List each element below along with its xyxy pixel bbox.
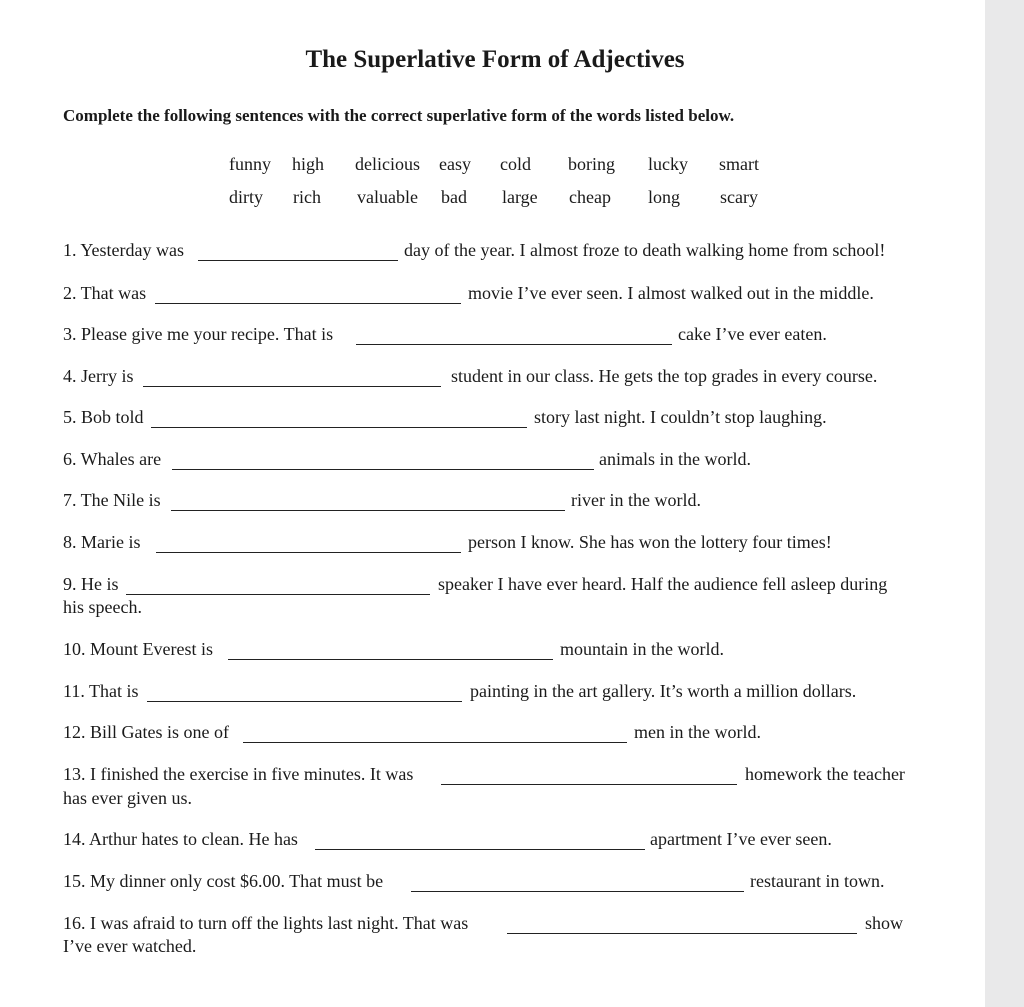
answer-blank[interactable] <box>147 701 462 702</box>
sentence-suffix: animals in the world. <box>599 449 751 469</box>
answer-blank[interactable] <box>198 260 398 261</box>
word-bank-item: scary <box>720 187 758 207</box>
word-bank-item: smart <box>719 154 759 174</box>
sentence-prefix: 9. He is <box>63 574 119 594</box>
sentence-suffix: river in the world. <box>571 490 701 510</box>
word-bank-item: rich <box>293 187 321 207</box>
sentence-continuation: his speech. <box>63 597 142 617</box>
answer-blank[interactable] <box>172 469 594 470</box>
sentence-suffix: movie I’ve ever seen. I almost walked out in the middle. <box>468 283 874 303</box>
answer-blank[interactable] <box>507 933 857 934</box>
answer-blank[interactable] <box>315 849 645 850</box>
answer-blank[interactable] <box>243 742 627 743</box>
answer-blank[interactable] <box>126 594 430 595</box>
word-bank-item: dirty <box>229 187 263 207</box>
sentence-continuation: I’ve ever watched. <box>63 936 197 956</box>
word-bank-item: cheap <box>569 187 611 207</box>
sentence-prefix: 16. I was afraid to turn off the lights last night. That was <box>63 913 469 933</box>
sentence-suffix: day of the year. I almost froze to death walking home from school! <box>404 240 886 260</box>
answer-blank[interactable] <box>411 891 744 892</box>
answer-blank[interactable] <box>151 427 527 428</box>
sentence-suffix: mountain in the world. <box>560 639 724 659</box>
word-bank-item: boring <box>568 154 615 174</box>
answer-blank[interactable] <box>356 344 672 345</box>
sentence-suffix: men in the world. <box>634 722 761 742</box>
answer-blank[interactable] <box>228 659 553 660</box>
word-bank-item: long <box>648 187 681 207</box>
sentence-prefix: 5. Bob told <box>63 407 144 427</box>
sentence-suffix: student in our class. He gets the top grades in every course. <box>451 366 878 386</box>
sentence-suffix: person I know. She has won the lottery four times! <box>468 532 832 552</box>
answer-blank[interactable] <box>156 552 461 553</box>
word-bank-item: large <box>502 187 538 207</box>
word-bank-item: cold <box>500 154 531 174</box>
answer-blank[interactable] <box>155 303 461 304</box>
sentence-prefix: 15. My dinner only cost $6.00. That must be <box>63 871 384 891</box>
sentence-prefix: 3. Please give me your recipe. That is <box>63 324 334 344</box>
sentence-prefix: 1. Yesterday was <box>63 240 184 260</box>
sentence-prefix: 6. Whales are <box>63 449 162 469</box>
word-bank-item: easy <box>439 154 471 174</box>
sentence-suffix: apartment I’ve ever seen. <box>650 829 832 849</box>
sentence-prefix: 10. Mount Everest is <box>63 639 213 659</box>
sentence-suffix: speaker I have ever heard. Half the audience fell asleep during <box>438 574 888 594</box>
answer-blank[interactable] <box>171 510 565 511</box>
sentence-prefix: 11. That is <box>63 681 139 701</box>
sentence-prefix: 13. I finished the exercise in five minutes. It was <box>63 764 414 784</box>
sentence-prefix: 8. Marie is <box>63 532 141 552</box>
word-bank-item: high <box>292 154 325 174</box>
answer-blank[interactable] <box>143 386 441 387</box>
sentence-prefix: 4. Jerry is <box>63 366 134 386</box>
word-bank-item: valuable <box>357 187 418 207</box>
answer-blank[interactable] <box>441 784 737 785</box>
sentence-suffix: painting in the art gallery. It’s worth a million dollars. <box>470 681 857 701</box>
sentence-prefix: 2. That was <box>63 283 147 303</box>
sentence-suffix: homework the teacher <box>745 764 905 784</box>
sentence-suffix: story last night. I couldn’t stop laughing. <box>534 407 827 427</box>
sentence-suffix: show <box>865 913 904 933</box>
page-title: The Superlative Form of Adjectives <box>305 46 685 73</box>
sentence-suffix: cake I’ve ever eaten. <box>678 324 827 344</box>
sentence-prefix: 14. Arthur hates to clean. He has <box>63 829 298 849</box>
word-bank-item: lucky <box>648 154 688 174</box>
sentence-continuation: has ever given us. <box>63 788 192 808</box>
instructions: Complete the following sentences with the correct superlative form of the words listed below. <box>63 106 735 125</box>
word-bank-item: delicious <box>355 154 420 174</box>
sentence-prefix: 7. The Nile is <box>63 490 161 510</box>
sentence-suffix: restaurant in town. <box>750 871 885 891</box>
word-bank-item: funny <box>229 154 271 174</box>
sentence-prefix: 12. Bill Gates is one of <box>63 722 229 742</box>
word-bank-item: bad <box>441 187 467 207</box>
